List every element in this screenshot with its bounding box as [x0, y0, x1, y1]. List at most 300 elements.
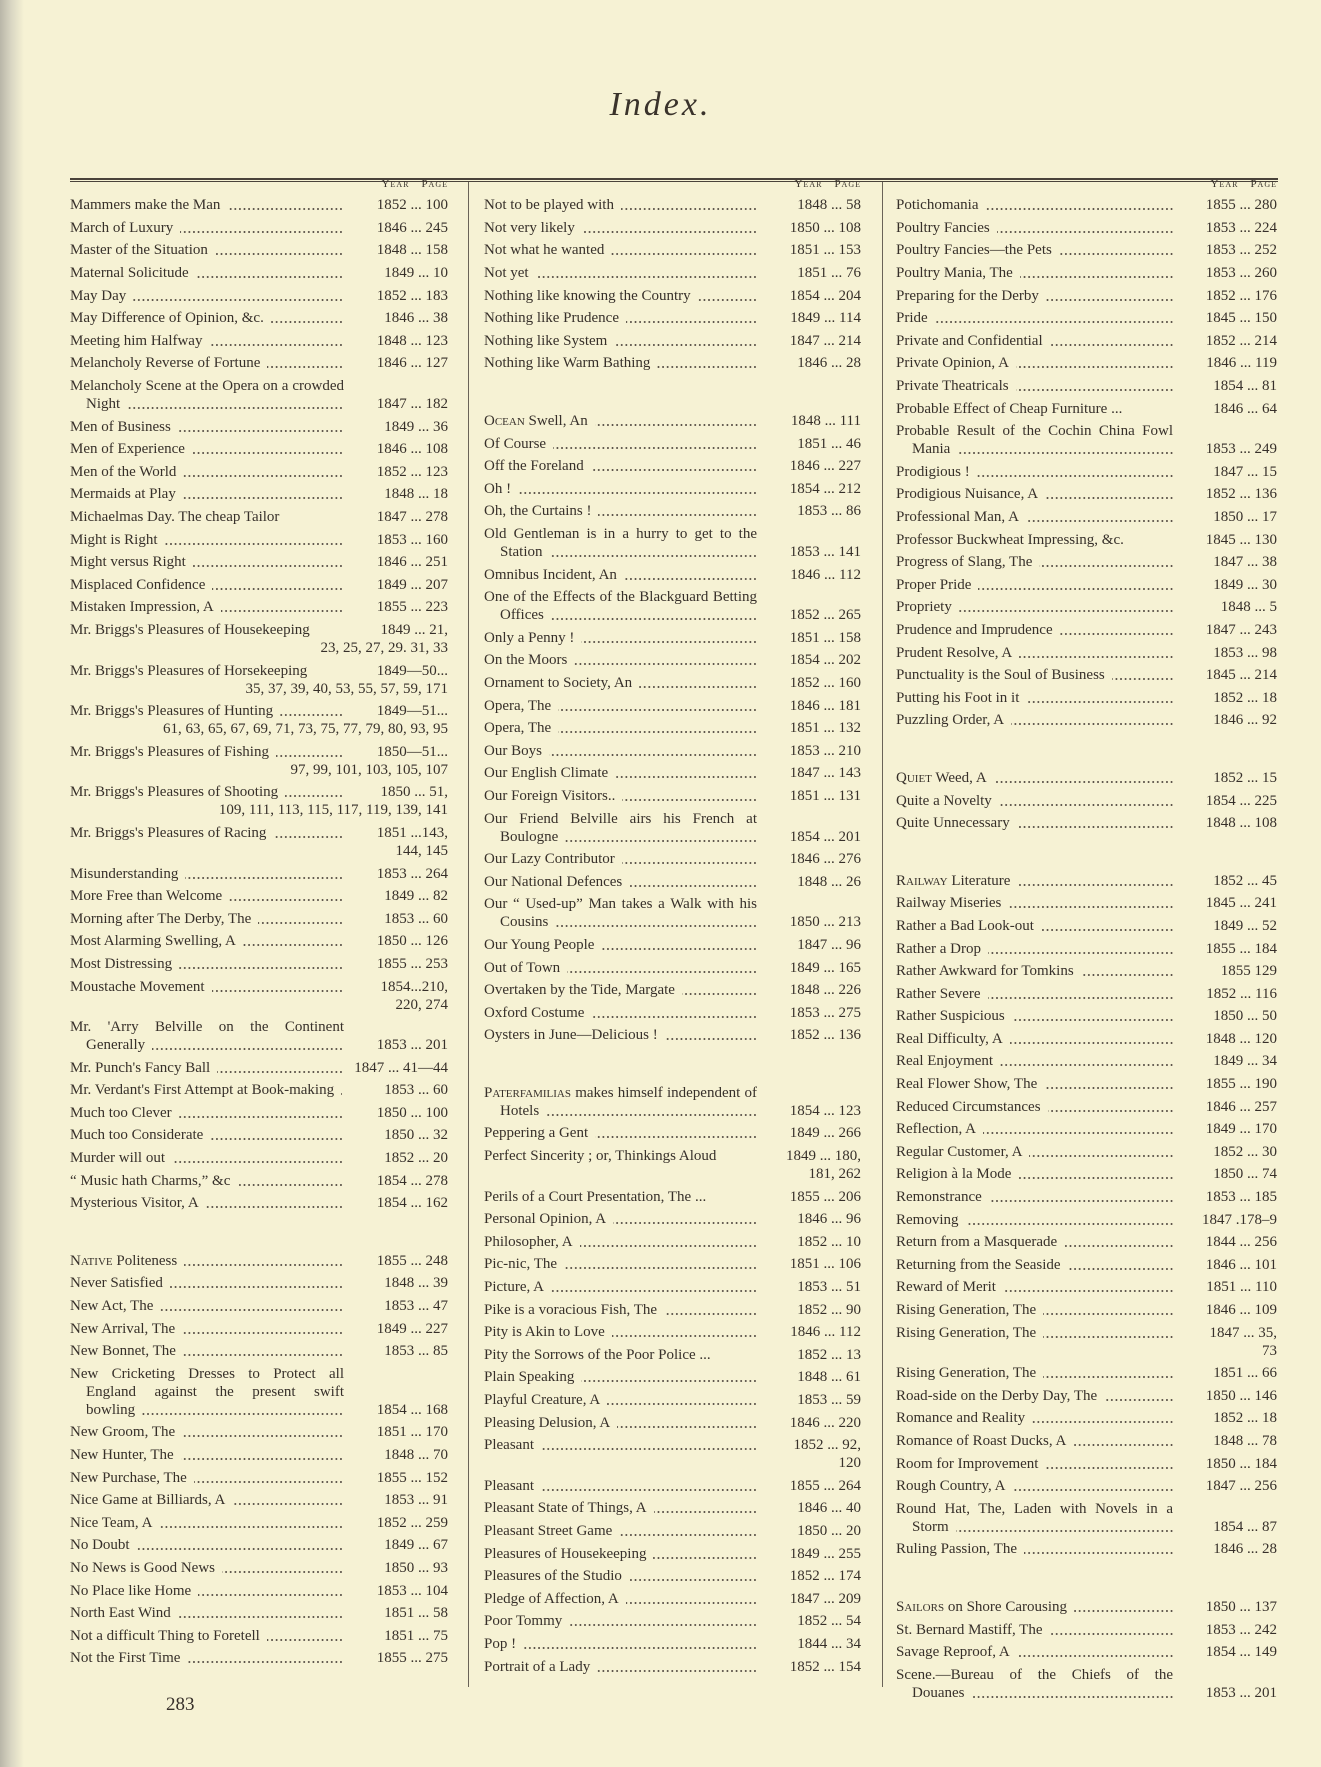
index-entry: [70, 506, 448, 529]
letter-section: [484, 1082, 861, 1678]
year-page-header: [765, 174, 861, 194]
entry-year-page: 1847 ... 182: [376, 396, 448, 413]
entry-title-cell: [70, 1172, 344, 1190]
entry-title-text: Punctuality is the Soul of Business: [896, 667, 1105, 684]
entry-title-cell: [484, 1658, 757, 1676]
entry-year-page: 1848 ... 123: [376, 332, 448, 349]
entry-year-page: 1850 ... 20: [797, 1522, 861, 1539]
index-entry-row: [896, 1211, 1277, 1229]
entry-title-text: Pride: [896, 310, 928, 327]
entry-year-page: 1852 ... 123: [376, 463, 448, 480]
index-entry: [484, 762, 861, 785]
index-entry-row: [484, 1210, 861, 1228]
entry-title: [484, 1279, 551, 1295]
entry-title-text: Mr. Briggs's Pleasures of Housekeeping: [70, 621, 310, 638]
entry-title-text: Rather a Drop: [896, 940, 981, 957]
entry-year-page: 1853 ... 91: [384, 1492, 448, 1509]
entry-title-text: New Groom, The: [70, 1424, 176, 1441]
entry-title: [896, 310, 935, 326]
index-entry: [896, 1118, 1277, 1141]
entry-year-page: 1846 ... 112: [790, 1324, 861, 1341]
index-entry-row: [70, 1081, 448, 1099]
entry-year-page: 1854 ... 123: [789, 1102, 861, 1119]
entry-title-lead: Sailors: [896, 1598, 945, 1615]
entry-title-cell: [484, 457, 757, 475]
entry-title-text: Our Young People: [484, 936, 595, 953]
entry-title: [484, 310, 626, 326]
entry-title: [70, 1537, 137, 1553]
entry-title-cell: [896, 309, 1173, 327]
entry-title-text: Swell, An: [524, 413, 588, 430]
index-entry: [484, 979, 861, 1002]
index-entry: [896, 284, 1277, 307]
index-entry: [70, 330, 448, 353]
index-entry-row: [70, 531, 448, 549]
index-entry: [484, 1321, 861, 1344]
entry-title: [484, 1478, 541, 1494]
entry-title-text: Perils of a Court Presentation, The ...: [484, 1188, 707, 1205]
entry-title-text: Overtaken by the Tide, Margate: [484, 982, 675, 999]
entry-title-text: Mysterious Visitor, A: [70, 1195, 199, 1212]
index-entry-row: [70, 1536, 448, 1554]
index-entry: [70, 619, 448, 660]
index-entry-row: [70, 485, 448, 503]
entry-title-text: Old Gentleman is in a hurry to get to the Station: [484, 526, 757, 561]
entry-title-cell: [70, 1081, 344, 1099]
index-entry-row: [484, 1004, 861, 1022]
entry-title-cell: [484, 1368, 757, 1386]
index-entry-row: [896, 508, 1277, 526]
index-entry-row: [896, 485, 1277, 503]
entry-title-cell: [484, 1590, 757, 1608]
entry-title-text: Michaelmas Day. The cheap Tailor: [70, 509, 280, 526]
entry-title: [70, 599, 221, 615]
index-entry-row: [484, 1391, 861, 1409]
index-entry-row: [896, 1098, 1277, 1116]
index-entry-row: [484, 502, 861, 520]
index-entry-row: [484, 435, 861, 453]
entry-year-page: 1848 ... 158: [376, 242, 448, 259]
entry-title: [70, 464, 183, 480]
entry-year-page: 1854 ... 202: [789, 652, 861, 669]
entry-title-text: Professional Man, A: [896, 509, 1019, 526]
entry-title-text: Murder will out: [70, 1150, 165, 1167]
letter-section: [484, 194, 861, 375]
index-entry-row: [896, 1666, 1277, 1702]
entry-title: [70, 1424, 182, 1440]
index-entry-row: [484, 1612, 861, 1630]
entry-title-cell: [70, 1536, 344, 1554]
entry-title-text: Pleasant Street Game: [484, 1522, 613, 1539]
entry-year-page: 1846 ... 92: [1213, 712, 1277, 729]
entry-title-text: Not yet: [484, 265, 529, 282]
entry-title-cell: [896, 644, 1173, 662]
index-entry: [896, 641, 1277, 664]
index-entry-row: [70, 418, 448, 436]
index-entry-row: [70, 287, 448, 305]
index-entry-row: [896, 872, 1277, 890]
entry-title-cell: [70, 783, 344, 801]
entry-title-text: Reward of Merit: [896, 1279, 996, 1296]
entry-title-cell: [896, 1477, 1173, 1495]
entry-title-cell: [896, 576, 1173, 594]
index-entry-row: [70, 241, 448, 259]
entry-title-text: Prodigious Nuisance, A: [896, 486, 1039, 503]
entry-title: [484, 874, 629, 890]
index-entry-row: [70, 1491, 448, 1509]
entry-title-cell: [484, 1391, 757, 1409]
index-entry: [484, 848, 861, 871]
index-entry-row: [70, 1320, 448, 1338]
entry-title-cell: [70, 1252, 344, 1270]
index-entry: [484, 1520, 861, 1543]
entry-title-cell: [484, 1567, 757, 1585]
entry-title-cell: [896, 1030, 1173, 1048]
entry-title: [484, 1211, 613, 1227]
index-entry: [484, 1610, 861, 1633]
index-entry: [896, 1663, 1277, 1704]
entry-title: [896, 1189, 989, 1205]
index-entry-row: [70, 1604, 448, 1622]
entry-title: [896, 1667, 1173, 1701]
entry-title: [896, 690, 1026, 706]
entry-year-page: 1855 ... 264: [789, 1477, 861, 1494]
entry-year-page: 1852 ... 160: [789, 674, 861, 691]
entry-title-text: Off the Foreland: [484, 458, 584, 475]
entry-title-cell: [896, 621, 1173, 639]
entry-year-page: 1852 ... 265: [789, 607, 861, 624]
entry-title-cell: [484, 1210, 757, 1228]
index-entry: [896, 812, 1277, 835]
entry-title-text: Mr. Briggs's Pleasures of Hunting: [70, 703, 274, 720]
entry-title: [896, 1478, 1012, 1494]
index-entry-row: [70, 463, 448, 481]
entry-year-page: 1849 ... 170: [1205, 1121, 1277, 1138]
entry-year-page: 1852 ... 176: [1205, 287, 1277, 304]
index-entry-row: [896, 354, 1277, 372]
index-entry-row: [70, 1194, 448, 1212]
entry-title-cell: [484, 981, 757, 999]
index-entry-row: [70, 865, 448, 883]
index-entry: [484, 1024, 861, 1047]
entry-title-text: Melancholy Scene at the Opera on a crowded Night: [70, 378, 344, 413]
entry-year-page: 1846 ... 112: [790, 566, 861, 583]
entry-title-text: Literature: [947, 872, 1011, 889]
entry-title: [896, 1008, 1012, 1024]
entry-title-text: Mr. Verdant's First Attempt at Book-making: [70, 1082, 335, 1099]
entry-title-text: Private and Confidential: [896, 332, 1043, 349]
entry-title-text: makes himself independent of Hotels: [500, 1084, 757, 1119]
index-entry-row: [70, 1018, 448, 1054]
entry-title-text: Railway Miseries: [896, 895, 1002, 912]
entry-title-cell: [484, 502, 757, 520]
index-entry: [896, 1452, 1277, 1475]
index-entry: [484, 1344, 861, 1367]
entry-title-cell: [484, 309, 757, 327]
index-entry: [896, 1475, 1277, 1498]
index-entry: [484, 478, 861, 501]
index-entry: [896, 960, 1277, 983]
entry-year-page: 1852 ... 214: [1205, 332, 1277, 349]
entry-title: [896, 401, 1129, 417]
entry-title-text: May Day: [70, 287, 127, 304]
index-entry: [896, 506, 1277, 529]
entry-title: [484, 1523, 619, 1539]
entry-year-page: 1855 ... 190: [1205, 1076, 1277, 1093]
entry-title-text: Quite Unnecessary: [896, 815, 1010, 832]
entry-year-page: 1849 ... 67: [384, 1537, 448, 1554]
index-entry-row: [484, 480, 861, 498]
entry-year-page: 1853 ... 47: [384, 1298, 448, 1315]
entry-title-cell: [484, 719, 757, 737]
column-header: [484, 174, 861, 194]
entry-title-cell: [484, 1522, 757, 1540]
index-entry-row: [484, 810, 861, 846]
page-header: Page: [1250, 178, 1277, 190]
entry-title: [70, 1173, 237, 1189]
entry-title-text: Pleasing Delusion, A: [484, 1414, 611, 1431]
entry-title-text: On the Moors: [484, 652, 568, 669]
year-header: Year: [794, 178, 823, 190]
entry-title-cell: [896, 377, 1173, 395]
entry-title-text: Much too Considerate: [70, 1127, 204, 1144]
entry-title: [896, 288, 1046, 304]
index-entry-row: [896, 1409, 1277, 1427]
entry-year-page: 1845 ... 241: [1205, 895, 1277, 912]
entry-title-cell: [896, 1666, 1173, 1702]
entry-title: [70, 1650, 187, 1666]
index-entry-row: [70, 354, 448, 372]
entry-title-cell: [896, 1432, 1173, 1450]
entry-year-page: 1851 ... 132: [789, 720, 861, 737]
entry-year-page: 1851 ... 66: [1213, 1365, 1277, 1382]
index-entry-row: [484, 219, 861, 237]
index-entry-row: [896, 463, 1277, 481]
year-page-header: [352, 174, 448, 194]
entry-year-page: 1848 ... 120: [1205, 1030, 1277, 1047]
index-entry-row: [484, 332, 861, 350]
index-entry-row: [70, 508, 448, 526]
index-entry: [70, 194, 448, 217]
entry-year-page: 1847 ... 38: [1213, 554, 1277, 571]
entry-title: [484, 526, 757, 560]
page-number: 283: [166, 1694, 195, 1715]
index-entry-row: [70, 1149, 448, 1167]
entry-year-page: 1847 ... 143: [789, 765, 861, 782]
entry-title-lead: Ocean: [484, 413, 525, 430]
entry-year-page: 1854 ... 225: [1205, 792, 1277, 809]
index-entry-row: [896, 1477, 1277, 1495]
entry-title-cell: [896, 332, 1173, 350]
entry-title: [896, 577, 978, 593]
index-entry: [896, 1596, 1277, 1619]
entry-page-continuation: 73: [1262, 1342, 1277, 1359]
index-entry: [484, 649, 861, 672]
entry-title-cell: [896, 219, 1173, 237]
entry-title-cell: [896, 1278, 1173, 1296]
entry-title: [484, 220, 582, 236]
index-entry-row: [896, 553, 1277, 571]
entry-year-page: 1854 ... 168: [376, 1401, 448, 1418]
index-entry-row: [896, 1364, 1277, 1382]
entry-title-cell: [70, 377, 344, 413]
entry-title-text: Philosopher, A: [484, 1233, 573, 1250]
entry-title-text: Oh !: [484, 480, 512, 497]
entry-year-page: 1852 ... 116: [1206, 985, 1277, 1002]
entry-title-text: Of Course: [484, 435, 547, 452]
index-entry: [896, 664, 1277, 687]
entry-title: [896, 1541, 1024, 1557]
entry-title-text: Nothing like Warm Bathing: [484, 355, 651, 372]
index-entry: [896, 1095, 1277, 1118]
index-entry-row: [484, 1124, 861, 1142]
index-entry-row: [70, 887, 448, 905]
entry-title-text: Mammers make the Man: [70, 197, 221, 214]
entry-title: [896, 918, 1041, 934]
index-entry: [896, 709, 1277, 732]
entry-title-text: Pike is a voracious Fish, The: [484, 1301, 658, 1318]
entry-title: [70, 1366, 344, 1418]
index-entry: [896, 1073, 1277, 1096]
entry-year-page: 1850—51...: [376, 743, 448, 760]
index-entry-row: [484, 566, 861, 584]
entry-title: [896, 645, 1019, 661]
entry-year-page: 1846 ... 28: [1213, 1541, 1277, 1558]
entry-year-page: 1853 ... 60: [384, 910, 448, 927]
entry-title-cell: [70, 196, 344, 214]
index-entry: [896, 789, 1277, 812]
entry-title: [484, 1591, 626, 1607]
entry-year-page: 1850 ... 213: [789, 914, 861, 931]
entry-title-text: Nothing like knowing the Country: [484, 287, 691, 304]
entry-title-text: Men of Experience: [70, 441, 185, 458]
entry-year-page: 1854 ... 212: [789, 480, 861, 497]
entry-page-continuation: 109, 111, 113, 115, 117, 119, 139, 141: [218, 802, 448, 819]
index-entry-row: [70, 377, 448, 413]
entry-title: [896, 486, 1045, 502]
index-entry-row: [484, 1233, 861, 1251]
entry-title-text: Road-side on the Derby Day, The: [896, 1387, 1098, 1404]
entry-title: [484, 355, 657, 371]
entry-title-cell: [70, 865, 344, 883]
entry-title-text: Removing: [896, 1211, 959, 1228]
index-entry-row: [896, 814, 1277, 832]
entry-title-cell: [896, 814, 1173, 832]
index-entry: [70, 438, 448, 461]
entry-year-page: 1846 ... 127: [376, 355, 448, 372]
entry-year-page: 1853 ... 201: [1205, 1684, 1277, 1701]
entry-title-text: Men of Business: [70, 418, 171, 435]
index-entry-row: [70, 621, 448, 639]
entry-title-text: Maternal Solicitude: [70, 265, 189, 282]
entry-title-cell: [70, 1365, 344, 1419]
entry-title: [484, 896, 757, 930]
index-entry: [484, 717, 861, 740]
entry-title-text: Poultry Mania, The: [896, 265, 1013, 282]
entry-year-page: 1845 ... 214: [1205, 667, 1277, 684]
index-entry: [484, 1185, 861, 1208]
index-entry: [896, 1430, 1277, 1453]
entry-title: [484, 1415, 617, 1431]
index-entry-row: [896, 1165, 1277, 1183]
entry-title: [896, 1410, 1032, 1426]
index-entry: [484, 1298, 861, 1321]
index-entry: [70, 1579, 448, 1602]
index-entry-row: [484, 354, 861, 372]
entry-title: [70, 378, 344, 412]
entry-title-cell: [70, 1491, 344, 1509]
entry-title-text: No Doubt: [70, 1537, 130, 1554]
entry-title: [70, 220, 180, 236]
index-entry-row: [896, 1432, 1277, 1450]
entry-title-cell: [70, 1320, 344, 1338]
entry-title-cell: [896, 1598, 1173, 1616]
entry-title-cell: [896, 264, 1173, 282]
index-entry: [70, 1340, 448, 1363]
index-entry: [70, 975, 448, 1016]
entry-title-cell: [896, 1233, 1173, 1251]
entry-year-page: 1851 ... 153: [789, 242, 861, 259]
entry-title-text: Prodigious !: [896, 463, 970, 480]
entry-title: [70, 577, 212, 593]
index-entry-row: [70, 309, 448, 327]
entry-title: [484, 937, 601, 953]
entry-year-page: 1853 ... 160: [376, 531, 448, 548]
column-header: [896, 174, 1277, 194]
entry-page-continuation: 220, 274: [395, 996, 448, 1013]
entry-title-cell: [896, 1301, 1173, 1319]
entry-title-text: Real Flower Show, The: [896, 1076, 1038, 1093]
entry-title-text: Picture, A: [484, 1279, 544, 1296]
entry-page-continuation: 61, 63, 65, 67, 69, 71, 73, 75, 77, 79, 80, 93, 95: [163, 721, 448, 738]
entry-year-page: 1853 ... 249: [1205, 441, 1277, 458]
entry-year-page: 1849 ... 30: [1213, 576, 1277, 593]
entry-title-cell: [484, 873, 757, 891]
index-entry-row: [484, 1368, 861, 1386]
entry-year-page: 1854...210,: [380, 978, 448, 995]
entry-year-page: 1852 ... 18: [1213, 689, 1277, 706]
entry-year-page: 1854 ... 162: [376, 1195, 448, 1212]
entry-year-page: 1851 ... 170: [376, 1424, 448, 1441]
index-entry: [896, 483, 1277, 506]
entry-title-text: Oh, the Curtains !: [484, 503, 592, 520]
entry-title: [484, 197, 621, 213]
entry-year-page: 1850 ... 137: [1205, 1598, 1277, 1615]
index-entry-row: [896, 1143, 1277, 1161]
index-entry: [896, 1186, 1277, 1209]
entry-title-text: Pleasant: [484, 1477, 534, 1494]
entry-title: [70, 979, 212, 995]
entry-title-cell: [484, 1414, 757, 1432]
index-entry: [896, 937, 1277, 960]
entry-title: [484, 333, 614, 349]
entry-title: [896, 1433, 1073, 1449]
entry-title-cell: [896, 1188, 1173, 1206]
header-spacer: [70, 174, 344, 194]
index-entry: [484, 1411, 861, 1434]
index-entry: [70, 551, 448, 574]
column-divider: [468, 182, 469, 1687]
entry-title-cell: [896, 711, 1173, 729]
entry-title: [70, 554, 193, 570]
entry-title-text: Poultry Fancies—the Pets: [896, 242, 1052, 259]
entry-title: [70, 1515, 159, 1531]
index-entry: [896, 1497, 1277, 1538]
entry-year-page: 1852 ... 18: [1213, 1410, 1277, 1427]
entry-year-page: 1849 ... 114: [790, 310, 861, 327]
entry-title: [484, 1392, 607, 1408]
entry-title: [484, 960, 567, 976]
